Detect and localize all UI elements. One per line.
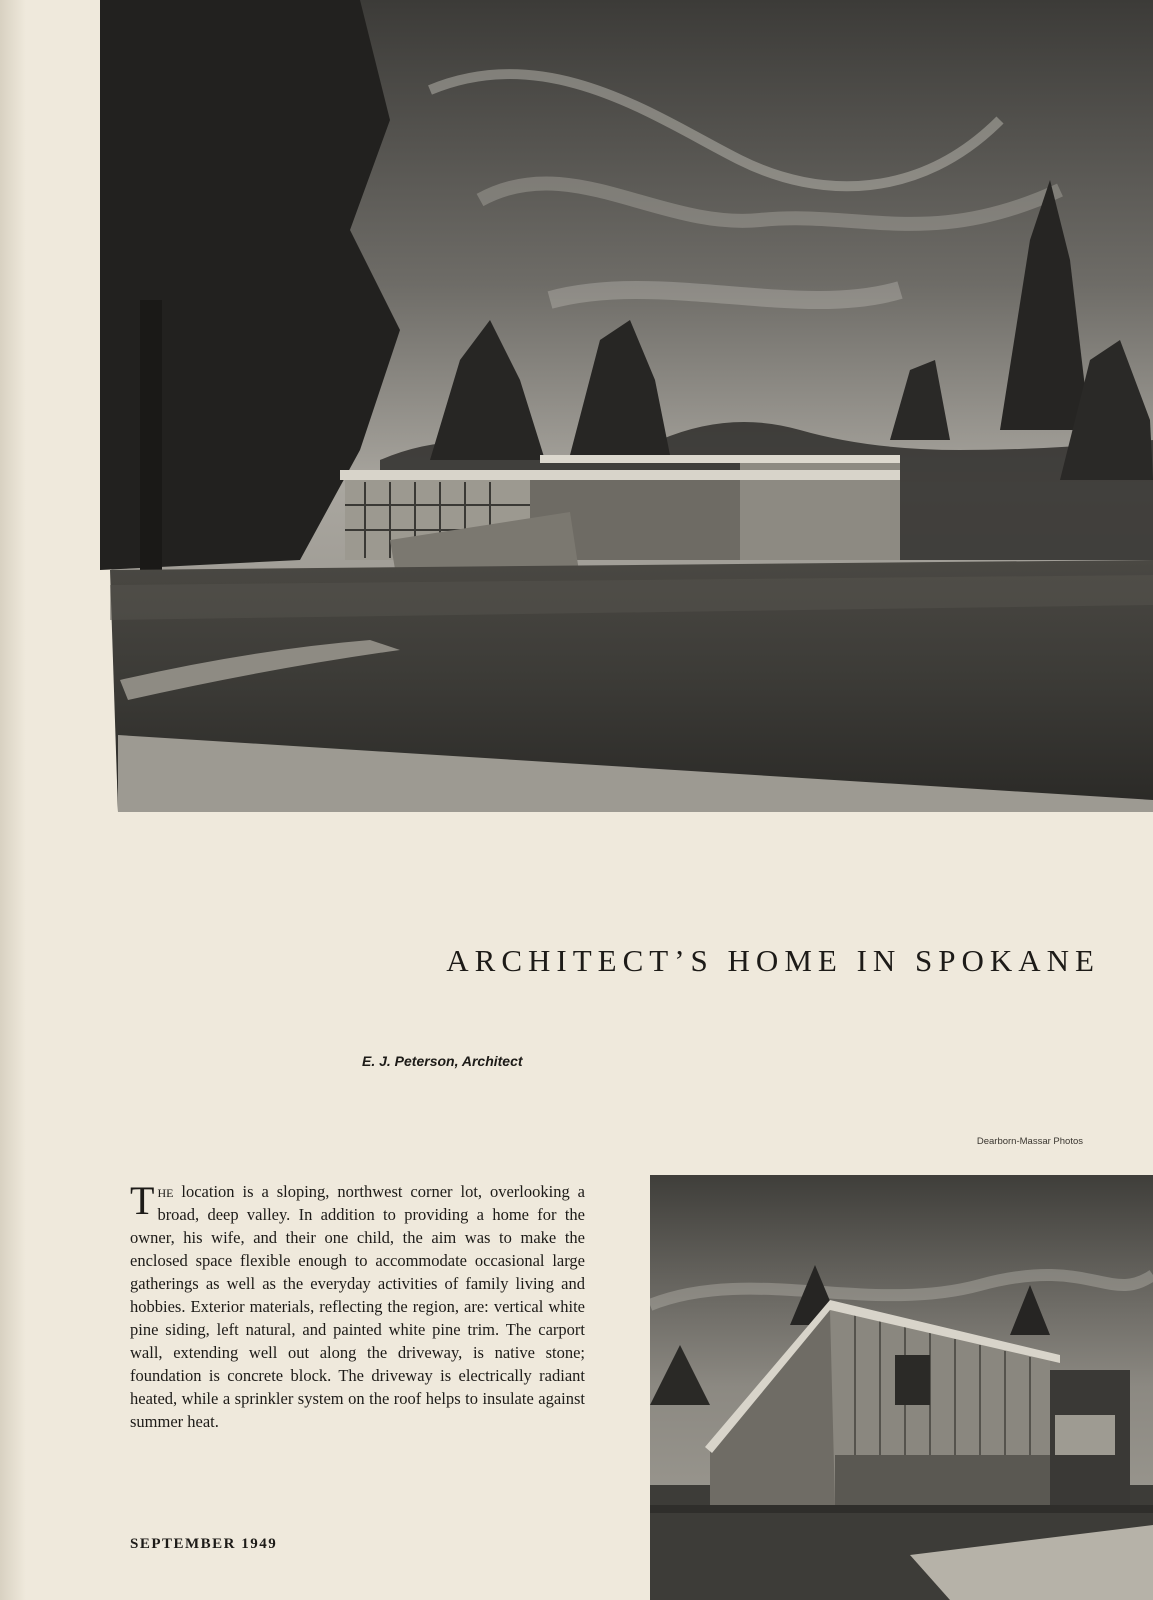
architect-byline: E. J. Peterson, Architect <box>362 1053 523 1069</box>
issue-date-footer: SEPTEMBER 1949 <box>130 1536 278 1552</box>
drop-cap: T <box>130 1178 155 1223</box>
photo-credit: Dearborn-Massar Photos <box>976 1136 1083 1147</box>
house-side-photo <box>650 1175 1153 1600</box>
house-exterior-photo <box>100 0 1153 830</box>
article-body <box>130 1180 585 1433</box>
body-paragraph: location is a sloping, northwest corner lot, overlooking a broad, deep valley. In addition to providing a home for the owner, his wife, and their one child, the aim was to make the enclosed space flexible enough to accommodate occasional large gatherings as well as the everyday activities of family living and hobbies. Exterior materials, reflecting the region, are: vertical white pine siding, left natural, and painted white pine trim. The carport wall, extending well out along the driveway, is native stone; foundation is concrete block. The driveway is electrically radiant heated, while a sprinkler system on the roof helps to insulate against summer heat. <box>130 1182 585 1431</box>
page-edge-shadow <box>0 0 26 1600</box>
article-title: ARCHITECT’S HOME IN SPOKANE <box>446 942 1100 978</box>
first-word-rest: he <box>157 1182 174 1201</box>
